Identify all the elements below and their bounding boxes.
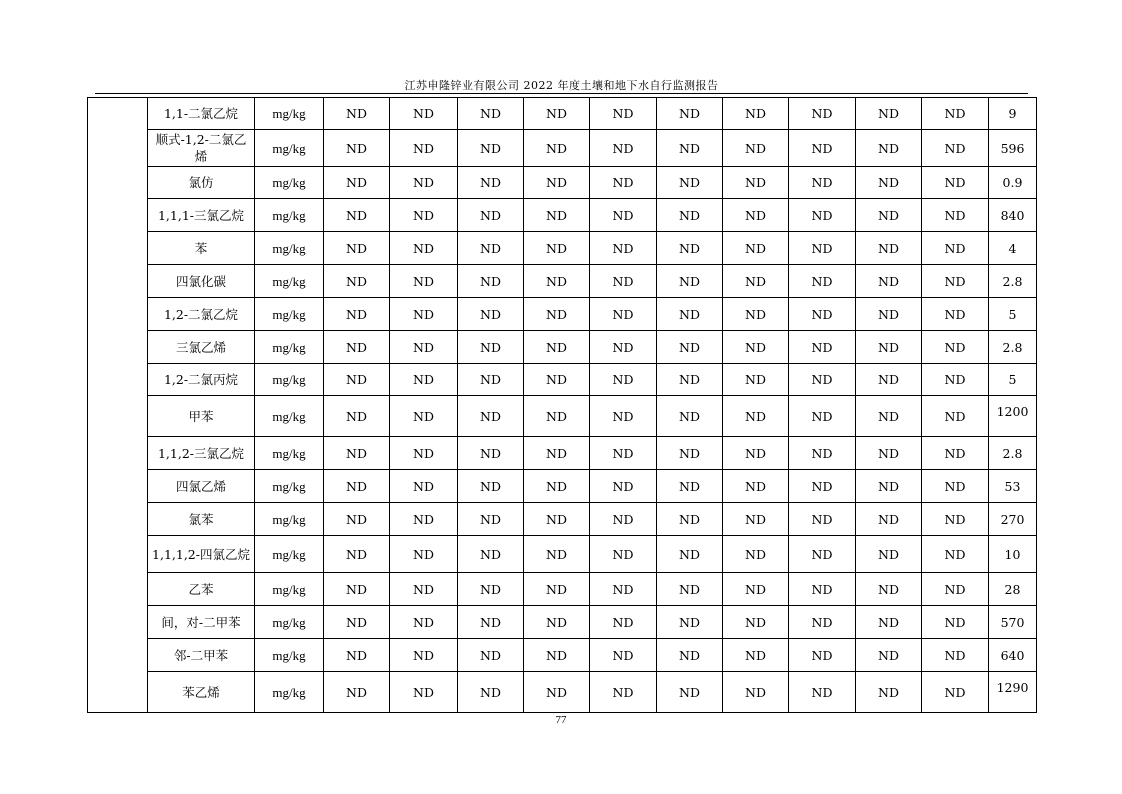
result-cell: ND	[723, 639, 789, 672]
result-cell: ND	[390, 672, 458, 713]
result-cell: ND	[856, 396, 922, 437]
unit-cell: mg/kg	[255, 98, 324, 130]
standard-cell: 1200	[989, 396, 1037, 437]
result-cell: ND	[789, 639, 856, 672]
result-cell: ND	[723, 536, 789, 573]
result-cell: ND	[390, 265, 458, 298]
result-cell: ND	[922, 199, 989, 232]
result-cell: ND	[657, 364, 723, 396]
result-cell: ND	[856, 98, 922, 130]
pollutant-name: 间，对-二甲苯	[148, 606, 255, 639]
result-cell: ND	[922, 298, 989, 331]
result-cell: ND	[590, 672, 657, 713]
result-cell: ND	[458, 470, 524, 503]
unit-cell: mg/kg	[255, 167, 324, 199]
standard-cell: 640	[989, 639, 1037, 672]
result-cell: ND	[458, 536, 524, 573]
result-cell: ND	[458, 298, 524, 331]
result-cell: ND	[723, 364, 789, 396]
standard-cell: 0.9	[989, 167, 1037, 199]
result-cell: ND	[723, 470, 789, 503]
result-cell: ND	[324, 639, 390, 672]
result-cell: ND	[657, 98, 723, 130]
result-cell: ND	[657, 396, 723, 437]
result-cell: ND	[723, 265, 789, 298]
unit-cell: mg/kg	[255, 265, 324, 298]
result-cell: ND	[723, 298, 789, 331]
result-cell: ND	[657, 639, 723, 672]
result-cell: ND	[458, 232, 524, 265]
result-cell: ND	[789, 364, 856, 396]
result-cell: ND	[590, 331, 657, 364]
result-cell: ND	[856, 199, 922, 232]
unit-cell: mg/kg	[255, 364, 324, 396]
result-cell: ND	[922, 672, 989, 713]
result-cell: ND	[458, 167, 524, 199]
pollutant-name: 氯仿	[148, 167, 255, 199]
result-cell: ND	[789, 573, 856, 606]
unit-cell: mg/kg	[255, 396, 324, 437]
page-number: 77	[555, 714, 567, 726]
result-cell: ND	[789, 396, 856, 437]
result-cell: ND	[390, 536, 458, 573]
unit-cell: mg/kg	[255, 606, 324, 639]
result-cell: ND	[922, 232, 989, 265]
result-cell: ND	[657, 199, 723, 232]
table-row	[88, 437, 1037, 470]
result-cell: ND	[524, 98, 590, 130]
result-cell: ND	[390, 130, 458, 167]
result-cell: ND	[324, 396, 390, 437]
result-cell: ND	[524, 298, 590, 331]
standard-cell: 270	[989, 503, 1037, 536]
pollutant-name: 1,1-二氯乙烷	[148, 98, 255, 130]
result-cell: ND	[789, 331, 856, 364]
result-cell: ND	[458, 396, 524, 437]
result-cell: ND	[458, 130, 524, 167]
table-row	[88, 98, 1037, 130]
result-cell: ND	[856, 298, 922, 331]
result-cell: ND	[657, 437, 723, 470]
result-cell: ND	[856, 606, 922, 639]
result-cell: ND	[390, 364, 458, 396]
result-cell: ND	[590, 98, 657, 130]
result-cell: ND	[590, 130, 657, 167]
result-cell: ND	[657, 573, 723, 606]
result-cell: ND	[524, 470, 590, 503]
pollutant-name: 四氯化碳	[148, 265, 255, 298]
result-cell: ND	[590, 298, 657, 331]
result-cell: ND	[922, 606, 989, 639]
result-cell: ND	[590, 232, 657, 265]
result-cell: ND	[324, 232, 390, 265]
result-cell: ND	[723, 606, 789, 639]
result-cell: ND	[789, 232, 856, 265]
table-row	[88, 536, 1037, 573]
unit-cell: mg/kg	[255, 331, 324, 364]
result-cell: ND	[723, 167, 789, 199]
table-row	[88, 298, 1037, 331]
result-cell: ND	[458, 503, 524, 536]
standard-cell: 2.8	[989, 331, 1037, 364]
page-header: 江苏申隆锌业有限公司 2022 年度土壤和地下水自行监测报告	[404, 79, 719, 92]
result-cell: ND	[524, 265, 590, 298]
result-cell: ND	[590, 503, 657, 536]
result-cell: ND	[789, 130, 856, 167]
result-cell: ND	[458, 331, 524, 364]
result-cell: ND	[324, 573, 390, 606]
result-cell: ND	[390, 167, 458, 199]
result-cell: ND	[657, 503, 723, 536]
unit-cell: mg/kg	[255, 639, 324, 672]
result-cell: ND	[657, 265, 723, 298]
result-cell: ND	[524, 167, 590, 199]
pollutant-name: 氯苯	[148, 503, 255, 536]
result-cell: ND	[856, 167, 922, 199]
result-cell: ND	[458, 639, 524, 672]
result-cell: ND	[657, 331, 723, 364]
result-cell: ND	[723, 331, 789, 364]
result-cell: ND	[458, 672, 524, 713]
standard-cell: 53	[989, 470, 1037, 503]
pollutant-name: 1,1,2-三氯乙烷	[148, 437, 255, 470]
pollutant-name: 四氯乙烯	[148, 470, 255, 503]
result-cell: ND	[789, 437, 856, 470]
result-cell: ND	[922, 364, 989, 396]
result-cell: ND	[324, 470, 390, 503]
result-cell: ND	[856, 573, 922, 606]
result-cell: ND	[390, 199, 458, 232]
result-cell: ND	[922, 331, 989, 364]
result-cell: ND	[524, 331, 590, 364]
result-cell: ND	[324, 265, 390, 298]
result-cell: ND	[856, 437, 922, 470]
result-cell: ND	[524, 396, 590, 437]
pollutant-name: 三氯乙烯	[148, 331, 255, 364]
table-row	[88, 265, 1037, 298]
pollutant-name: 苯乙烯	[148, 672, 255, 713]
result-cell: ND	[524, 130, 590, 167]
result-cell: ND	[458, 265, 524, 298]
standard-cell: 570	[989, 606, 1037, 639]
table-row	[88, 199, 1037, 232]
result-cell: ND	[390, 98, 458, 130]
standard-cell: 28	[989, 573, 1037, 606]
result-cell: ND	[458, 364, 524, 396]
standard-cell: 2.8	[989, 265, 1037, 298]
result-cell: ND	[789, 470, 856, 503]
result-cell: ND	[390, 470, 458, 503]
unit-cell: mg/kg	[255, 437, 324, 470]
result-cell: ND	[324, 167, 390, 199]
result-cell: ND	[324, 98, 390, 130]
result-cell: ND	[657, 672, 723, 713]
pollutant-name: 甲苯	[148, 396, 255, 437]
result-cell: ND	[324, 130, 390, 167]
pollutant-name: 乙苯	[148, 573, 255, 606]
result-cell: ND	[524, 437, 590, 470]
unit-cell: mg/kg	[255, 470, 324, 503]
result-cell: ND	[590, 364, 657, 396]
result-cell: ND	[390, 437, 458, 470]
result-cell: ND	[723, 437, 789, 470]
result-cell: ND	[390, 298, 458, 331]
result-cell: ND	[524, 199, 590, 232]
result-cell: ND	[590, 639, 657, 672]
result-cell: ND	[590, 536, 657, 573]
result-cell: ND	[922, 130, 989, 167]
standard-cell: 5	[989, 364, 1037, 396]
monitoring-table	[87, 97, 1037, 713]
table-row	[88, 167, 1037, 199]
result-cell: ND	[390, 232, 458, 265]
unit-cell: mg/kg	[255, 232, 324, 265]
result-cell: ND	[324, 364, 390, 396]
result-cell: ND	[590, 167, 657, 199]
result-cell: ND	[524, 364, 590, 396]
result-cell: ND	[657, 606, 723, 639]
standard-cell: 10	[989, 536, 1037, 573]
result-cell: ND	[723, 503, 789, 536]
result-cell: ND	[524, 503, 590, 536]
header-rule	[95, 93, 1028, 94]
pollutant-name: 1,2-二氯丙烷	[148, 364, 255, 396]
standard-cell: 596	[989, 130, 1037, 167]
result-cell: ND	[324, 437, 390, 470]
table-row	[88, 639, 1037, 672]
result-cell: ND	[590, 470, 657, 503]
table-row	[88, 470, 1037, 503]
unit-cell: mg/kg	[255, 672, 324, 713]
result-cell: ND	[789, 98, 856, 130]
standard-cell: 1290	[989, 672, 1037, 713]
result-cell: ND	[856, 130, 922, 167]
result-cell: ND	[524, 639, 590, 672]
result-cell: ND	[922, 503, 989, 536]
result-cell: ND	[524, 573, 590, 606]
unit-cell: mg/kg	[255, 503, 324, 536]
result-cell: ND	[324, 503, 390, 536]
result-cell: ND	[856, 536, 922, 573]
result-cell: ND	[458, 573, 524, 606]
unit-cell: mg/kg	[255, 199, 324, 232]
result-cell: ND	[723, 672, 789, 713]
result-cell: ND	[856, 470, 922, 503]
standard-cell: 5	[989, 298, 1037, 331]
result-cell: ND	[856, 265, 922, 298]
result-cell: ND	[922, 167, 989, 199]
unit-cell: mg/kg	[255, 573, 324, 606]
result-cell: ND	[458, 199, 524, 232]
result-cell: ND	[723, 199, 789, 232]
result-cell: ND	[922, 573, 989, 606]
result-cell: ND	[390, 606, 458, 639]
table-row	[88, 573, 1037, 606]
result-cell: ND	[390, 331, 458, 364]
result-cell: ND	[324, 606, 390, 639]
result-cell: ND	[590, 573, 657, 606]
result-cell: ND	[590, 606, 657, 639]
result-cell: ND	[789, 606, 856, 639]
standard-cell: 2.8	[989, 437, 1037, 470]
result-cell: ND	[723, 573, 789, 606]
result-cell: ND	[324, 331, 390, 364]
result-cell: ND	[922, 470, 989, 503]
result-cell: ND	[789, 503, 856, 536]
result-cell: ND	[922, 396, 989, 437]
result-cell: ND	[856, 672, 922, 713]
result-cell: ND	[324, 536, 390, 573]
result-cell: ND	[723, 396, 789, 437]
result-cell: ND	[657, 470, 723, 503]
table-row	[88, 130, 1037, 167]
result-cell: ND	[789, 298, 856, 331]
table-row	[88, 364, 1037, 396]
result-cell: ND	[390, 639, 458, 672]
result-cell: ND	[590, 265, 657, 298]
pollutant-name: 邻-二甲苯	[148, 639, 255, 672]
result-cell: ND	[458, 606, 524, 639]
result-cell: ND	[723, 130, 789, 167]
result-cell: ND	[789, 672, 856, 713]
pollutant-name: 顺式-1,2-二氯乙烯	[148, 130, 255, 167]
standard-cell: 9	[989, 98, 1037, 130]
result-cell: ND	[657, 130, 723, 167]
result-cell: ND	[856, 232, 922, 265]
result-cell: ND	[922, 536, 989, 573]
result-cell: ND	[390, 573, 458, 606]
result-cell: ND	[922, 639, 989, 672]
result-cell: ND	[723, 98, 789, 130]
table-row	[88, 672, 1037, 713]
result-cell: ND	[590, 437, 657, 470]
result-cell: ND	[789, 265, 856, 298]
result-cell: ND	[657, 536, 723, 573]
result-cell: ND	[789, 536, 856, 573]
result-cell: ND	[324, 298, 390, 331]
standard-cell: 840	[989, 199, 1037, 232]
result-cell: ND	[657, 232, 723, 265]
pollutant-name: 苯	[148, 232, 255, 265]
table-row	[88, 396, 1037, 437]
result-cell: ND	[524, 672, 590, 713]
result-cell: ND	[390, 396, 458, 437]
result-cell: ND	[922, 437, 989, 470]
result-cell: ND	[390, 503, 458, 536]
standard-cell: 4	[989, 232, 1037, 265]
result-cell: ND	[524, 606, 590, 639]
result-cell: ND	[723, 232, 789, 265]
result-cell: ND	[922, 98, 989, 130]
result-cell: ND	[324, 672, 390, 713]
result-cell: ND	[324, 199, 390, 232]
table-row	[88, 503, 1037, 536]
result-cell: ND	[856, 639, 922, 672]
unit-cell: mg/kg	[255, 130, 324, 167]
table-row	[88, 606, 1037, 639]
result-cell: ND	[524, 232, 590, 265]
result-cell: ND	[524, 536, 590, 573]
result-cell: ND	[657, 298, 723, 331]
table-row	[88, 232, 1037, 265]
pollutant-name: 1,2-二氯乙烷	[148, 298, 255, 331]
result-cell: ND	[458, 437, 524, 470]
group-cell	[88, 98, 148, 713]
result-cell: ND	[789, 167, 856, 199]
table-row	[88, 331, 1037, 364]
pollutant-name: 1,1,1-三氯乙烷	[148, 199, 255, 232]
result-cell: ND	[922, 265, 989, 298]
result-cell: ND	[590, 396, 657, 437]
result-cell: ND	[856, 331, 922, 364]
pollutant-name: 1,1,1,2-四氯乙烷	[148, 536, 255, 573]
result-cell: ND	[590, 199, 657, 232]
result-cell: ND	[657, 167, 723, 199]
result-cell: ND	[856, 503, 922, 536]
result-cell: ND	[458, 98, 524, 130]
result-cell: ND	[856, 364, 922, 396]
unit-cell: mg/kg	[255, 298, 324, 331]
result-cell: ND	[789, 199, 856, 232]
unit-cell: mg/kg	[255, 536, 324, 573]
